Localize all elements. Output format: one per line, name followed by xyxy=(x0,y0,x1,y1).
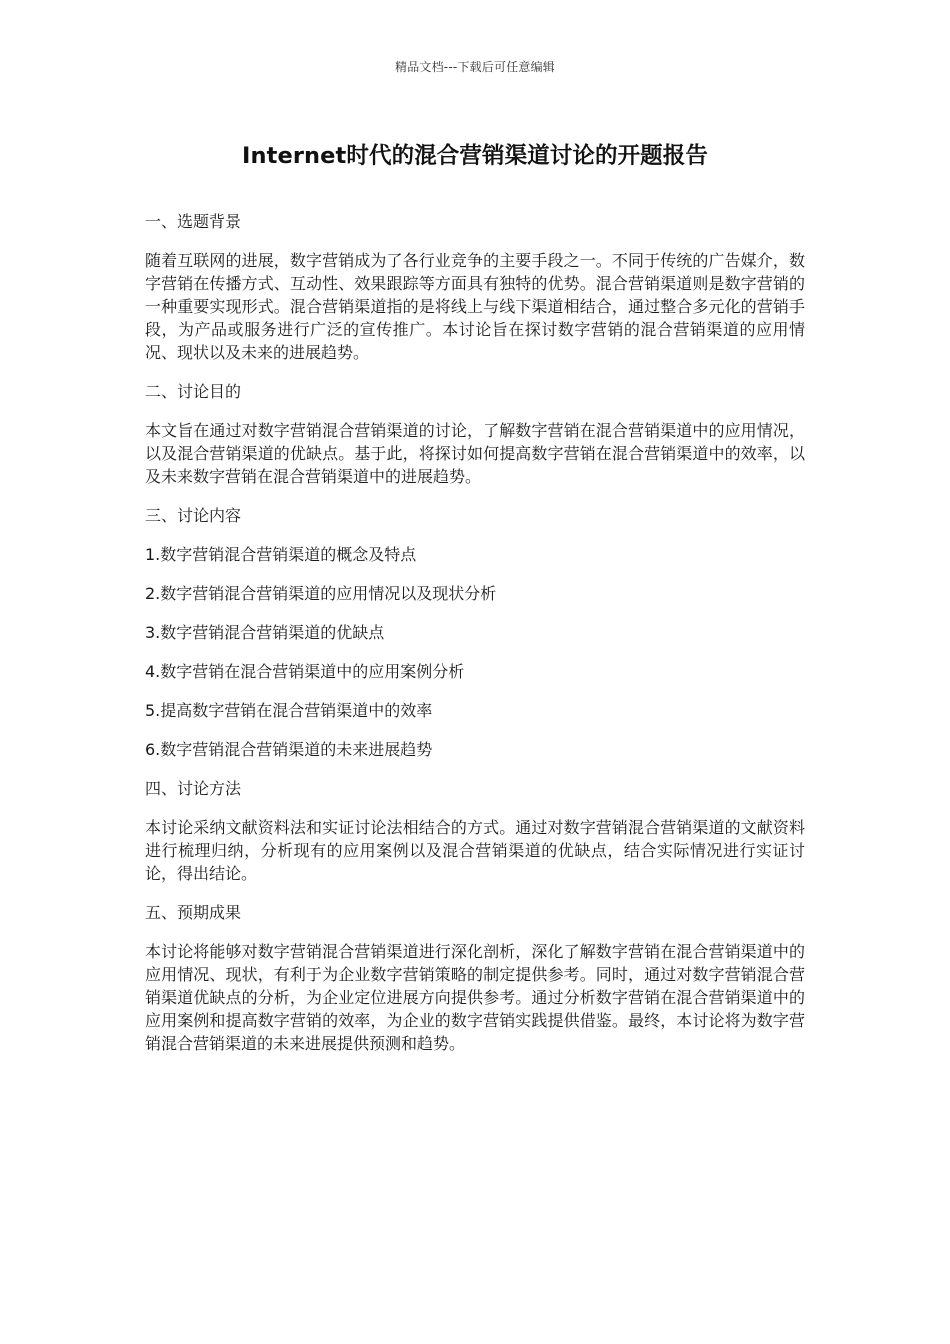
section-paragraph-purpose: 本文旨在通过对数字营销混合营销渠道的讨论，了解数字营销在混合营销渠道中的应用情况，以及混合营销渠道的优缺点。基于此，将探讨如何提高数字营销在混合营销渠道中的效率，以及未来数字营销在混合营销渠道中的进展趋势。 xyxy=(145,421,805,486)
document-title: Internet时代的混合营销渠道讨论的开题报告 xyxy=(242,143,708,169)
section-heading-results: 五、预期成果 xyxy=(145,903,242,922)
section-paragraph-background: 随着互联网的进展，数字营销成为了各行业竞争的主要手段之一。不同于传统的广告媒介，数字营销在传播方式、互动性、效果跟踪等方面具有独特的优势。混合营销渠道则是数字营销的一种重要实现形式。混合营销渠道指的是将线上与线下渠道相结合，通过整合多元化的营销手段，为产品或服务进行广泛的宣传推广。本讨论旨在探讨数字营销的混合营销渠道的应用情况、现状以及未来的进展趋势。 xyxy=(145,251,805,362)
section-heading-background: 一、选题背景 xyxy=(145,212,242,231)
section-paragraph-results: 本讨论将能够对数字营销混合营销渠道进行深化剖析，深化了解数字营销在混合营销渠道中的应用情况、现状，有利于为企业数字营销策略的制定提供参考。同时，通过对数字营销混合营销渠道优缺点的分析，为企业定位进展方向提供参考。通过分析数字营销在混合营销渠道中的应用案例和提高数字营销的效率，为企业的数字营销实践提供借鉴。最终，本讨论将为数字营销混合营销渠道的未来进展提供预测和趋势。 xyxy=(145,942,805,1053)
section-paragraph-method: 本讨论采纳文献资料法和实证讨论法相结合的方式。通过对数字营销混合营销渠道的文献资料进行梳理归纳，分析现有的应用案例以及混合营销渠道的优缺点，结合实际情况进行实证讨论，得出结论。 xyxy=(145,818,805,883)
content-list-item: 5.提高数字营销在混合营销渠道中的效率 xyxy=(145,701,433,720)
content-list-item: 4.数字营销在混合营销渠道中的应用案例分析 xyxy=(145,662,465,681)
content-list-item: 1.数字营销混合营销渠道的概念及特点 xyxy=(145,545,417,564)
page-header: 精品文档---下载后可任意编辑 xyxy=(395,60,555,74)
section-heading-content: 三、讨论内容 xyxy=(145,506,242,525)
section-heading-method: 四、讨论方法 xyxy=(145,779,242,798)
content-list-item: 2.数字营销混合营销渠道的应用情况以及现状分析 xyxy=(145,584,497,603)
document-body xyxy=(145,210,805,1071)
content-list-item: 6.数字营销混合营销渠道的未来进展趋势 xyxy=(145,740,433,759)
section-heading-purpose: 二、讨论目的 xyxy=(145,382,242,401)
content-list-item: 3.数字营销混合营销渠道的优缺点 xyxy=(145,623,385,642)
